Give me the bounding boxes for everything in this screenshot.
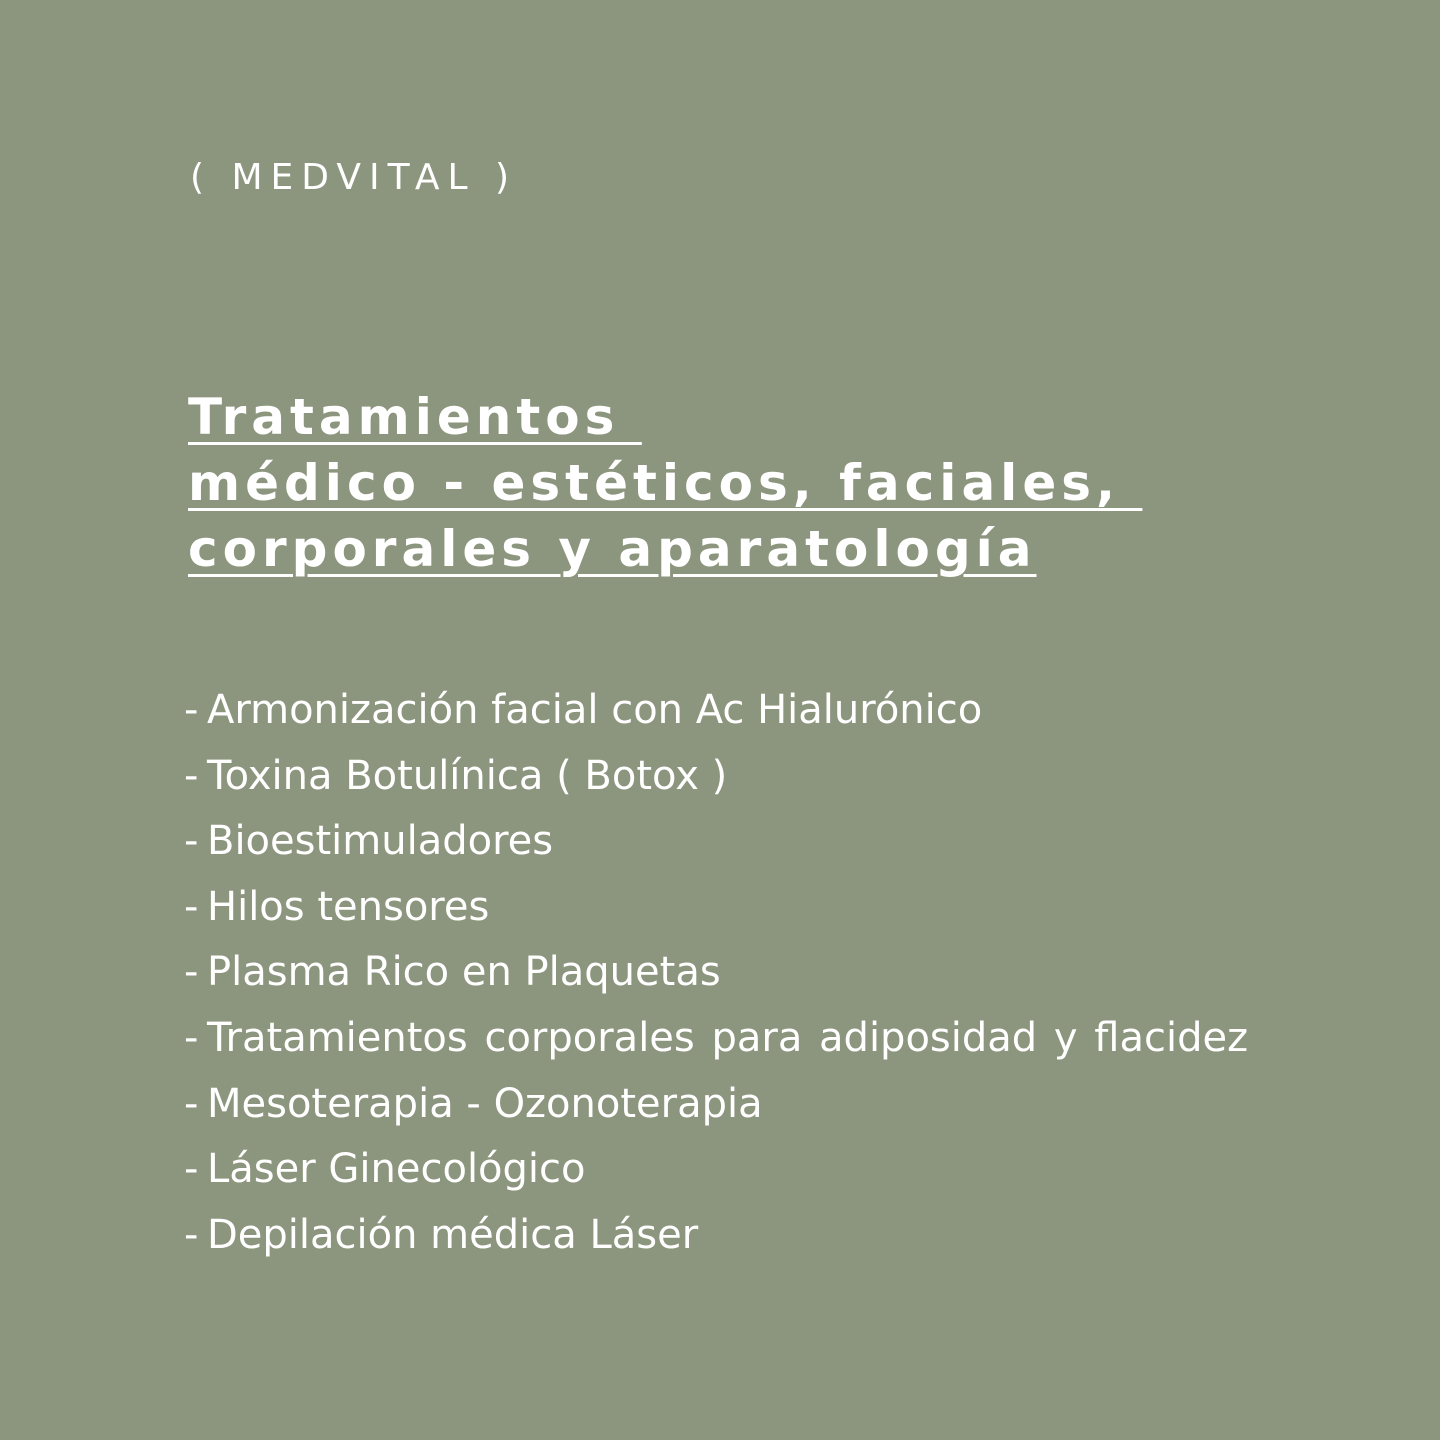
list-item: [184, 1072, 1256, 1138]
list-item: [184, 809, 1256, 875]
headline-line-2: médico - estéticos, faciales,: [188, 454, 1143, 512]
list-item: [184, 1203, 1256, 1269]
treatment-name: Tratamientos corporales para adiposidad y flacidez: [207, 1014, 1249, 1061]
list-bullet: -: [184, 1080, 199, 1127]
treatment-name: Toxina Botulínica ( Botox ): [207, 752, 728, 799]
treatment-name: Hilos tensores: [207, 883, 490, 930]
treatment-name: Bioestimuladores: [207, 818, 554, 865]
list-item: [184, 1137, 1256, 1203]
treatment-name: Depilación médica Láser: [207, 1211, 699, 1258]
treatment-name: Plasma Rico en Plaquetas: [207, 949, 721, 996]
list-item: [184, 1006, 1256, 1072]
headline-line-1: Tratamientos: [188, 388, 642, 446]
list-bullet: -: [184, 752, 199, 799]
list-item: [184, 744, 1256, 810]
treatment-name: Armonización facial con Ac Hialurónico: [207, 687, 983, 733]
headline: [188, 384, 1288, 582]
list-bullet: -: [184, 1211, 199, 1258]
list-bullet: -: [184, 818, 199, 865]
list-bullet: -: [184, 949, 199, 996]
treatment-name: Mesoterapia - Ozonoterapia: [207, 1080, 763, 1127]
list-item: [184, 678, 1256, 744]
headline-line-3: corporales y aparatología: [188, 520, 1037, 578]
list-bullet: -: [184, 1014, 199, 1061]
list-item: [184, 940, 1256, 1006]
brand-label: ( MEDVITAL ): [190, 157, 517, 198]
list-item: [184, 875, 1256, 941]
treatment-name: Láser Ginecológico: [207, 1146, 586, 1193]
list-bullet: -: [184, 687, 199, 733]
list-bullet: -: [184, 883, 199, 930]
list-bullet: -: [184, 1146, 199, 1193]
treatment-list: [184, 678, 1256, 1268]
